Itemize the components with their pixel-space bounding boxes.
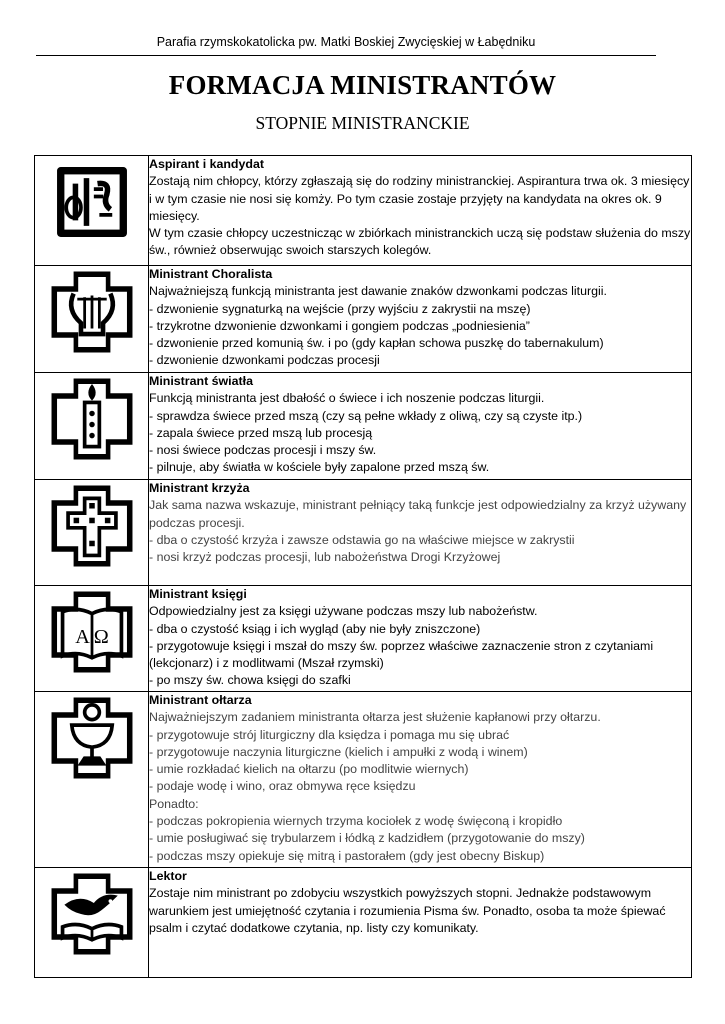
grade-line: - zapala świece przed mszą lub procesją [149,425,373,440]
grade-icon-cell [35,373,149,480]
grade-line: - umie rozkładać kielich na ołtarzu (po modlitwie wiernych) [149,762,469,777]
grade-line: - przygotowuje naczynia liturgiczne (kielich i ampułki z wodą i winem) [149,744,528,759]
grade-description [149,373,692,480]
grade-line: Najważniejszym zadaniem ministranta ołtarza jest służenie kapłanowi przy ołtarzu. [149,710,601,725]
page-title: FORMACJA MINISTRANTÓW [168,70,557,100]
grade-line: - dba o czystość krzyża i zawsze odstawia go na właściwe miejsce w zakrystii [149,532,575,547]
grade-line: Zostają nim chłopcy, którzy zgłaszają się do rodziny ministranckiej. Aspirantura trwa ok. 3 miesięcy i w tym czasie nie nosi się komży. Po tym czasie zostaje przyjęty na kandydata na okres ok. 9 miesięcy. [149,174,690,223]
grade-description [149,586,692,692]
grade-description [149,868,692,978]
alpha-omega-letters: Α Ω [74,626,109,649]
grade-row-lektor [35,868,692,978]
aspirant-emblem-icon [46,156,138,248]
grade-line: - przygotowuje księgi i mszał do mszy św. poprzez właściwe zaznaczenie stron z czytaniami (lekcjonarz) i z modlitwami (Mszał rzymski) [149,638,654,671]
grade-line: - podaje wodę i wino, oraz obmywa ręce księdzu [149,779,416,794]
candle-icon [46,373,138,465]
grade-line: - umie posługiwać się trybularzem i łódką z kadzidłem (przygotowanie do mszy) [149,831,585,846]
grade-name: Ministrant krzyża [149,481,250,495]
grade-line: - po mszy św. chowa księgi do szafki [149,673,351,688]
grade-line: - podczas pokropienia wiernych trzyma kociołek z wodę święconą i kropidło [149,814,563,829]
grade-name: Aspirant i kandydat [149,157,264,171]
grade-line: - dba o czystość ksiąg i ich wygląd (aby nie były zniszczone) [149,621,481,636]
grade-name: Ministrant Choralista [149,267,273,281]
parish-header: Parafia rzymskokatolicka pw. Matki Boskiej Zwycięskiej w Łabędniku [36,28,656,56]
grade-icon-cell [35,692,149,868]
grade-icon-cell [35,586,149,692]
grade-name: Lektor [149,869,187,883]
grade-row-choralista [35,266,692,373]
grade-icon-cell [35,156,149,266]
grade-line: Odpowiedzialny jest za księgi używane podczas mszy lub nabożeństw. [149,604,538,619]
grade-line: - dzwonienie przed komunią św. i po (gdy kapłan schowa puszkę do tabernakulum) [149,336,604,351]
grade-line: - podczas mszy opiekuje się mitrą i pastorałem (gdy jest obecny Biskup) [149,848,545,863]
grade-row-swiatla [35,373,692,480]
grade-line: - sprawdza świece przed mszą (czy są pełne wkłady z oliwą, czy są czyste itp.) [149,408,583,423]
dove-book-icon [46,868,138,960]
grade-line: - nosi krzyż podczas procesji, lub nabożeństwa Drogi Krzyżowej [149,550,501,565]
book-icon [46,586,138,678]
grade-row-oltarza [35,692,692,868]
cross-icon [46,480,138,572]
grade-icon-cell [35,480,149,586]
lyre-icon [46,266,138,358]
grade-line: - nosi świece podczas procesji i mszy św. [149,443,377,458]
chalice-icon [46,692,138,784]
grade-icon-cell [35,266,149,373]
grades-table [34,155,692,978]
grade-line: Jak sama nazwa wskazuje, ministrant pełniący taką funkcje jest odpowiedzialny za krzyż używany podczas procesji. [149,498,687,530]
grade-line: - przygotowuje strój liturgiczny dla księdza i pomaga mu się ubrać [149,727,510,742]
grade-name: Ministrant światła [149,374,253,388]
grade-row-aspirant [35,156,692,266]
grade-line: W tym czasie chłopcy uczestnicząc w zbiórkach ministranckich uczą się podstaw służenia do mszy św., również obserwując swoich starszych kolegów. [149,226,691,258]
grade-line: - trzykrotne dzwonienie dzwonkami i gongiem podczas „podniesienia” [149,318,530,333]
page-subtitle: STOPNIE MINISTRANCKIE [255,113,470,133]
grade-line: Funkcją ministranta jest dbałość o świece i ich noszenie podczas liturgii. [149,391,545,406]
grade-description [149,692,692,868]
grade-description [149,480,692,586]
grade-icon-cell [35,868,149,978]
grade-name: Ministrant ołtarza [149,693,252,707]
grade-description [149,156,692,266]
grade-row-krzyza [35,480,692,586]
grade-line: - pilnuje, aby światła w kościele były zapalone przed mszą św. [149,460,490,475]
grade-name: Ministrant księgi [149,587,247,601]
grade-line: Zostaje nim ministrant po zdobyciu wszystkich powyższych stopni. Jednakże podstawowym warunkiem jest umiejętność czytania i rozumienia Pisma św. Ponadto, osoba ta może śpiewać psalm i czytać dodatkowe czytania, np. listy czy komunikaty. [149,886,666,935]
grade-line: - dzwonienie sygnaturką na wejście (przy wyjściu z zakrystii na mszę) [149,301,531,316]
grade-line: Najważniejszą funkcją ministranta jest dawanie znaków dzwonkami podczas liturgii. [149,284,607,299]
grade-line: Ponadto: [149,796,199,811]
grade-row-ksiegi [35,586,692,692]
grade-description [149,266,692,373]
grade-line: - dzwonienie dzwonkami podczas procesji [149,353,380,368]
